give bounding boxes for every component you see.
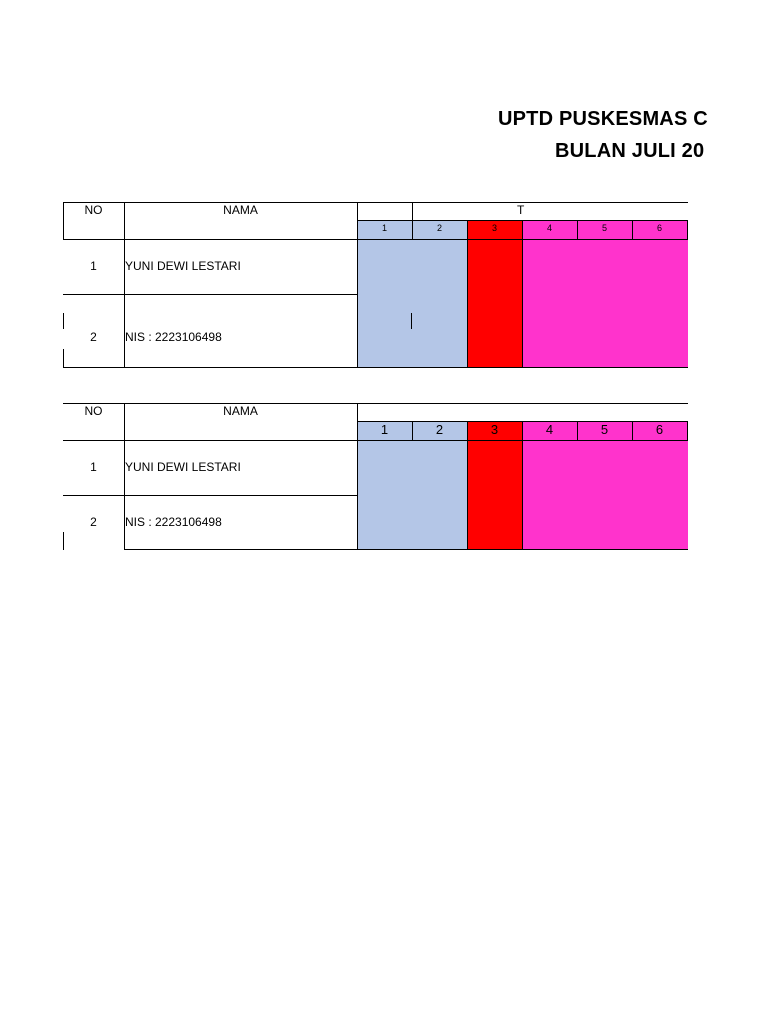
col-header-partial: T — [517, 203, 525, 217]
row-1-no: 1 — [90, 259, 97, 273]
grid-line — [63, 294, 357, 295]
day-label-6: 6 — [656, 223, 662, 233]
row-1-nama[interactable]: YUNI DEWI LESTARI — [125, 460, 241, 474]
grid-line — [687, 421, 688, 440]
grid-line — [63, 239, 357, 240]
days-4-6-body-cells[interactable] — [522, 239, 688, 367]
grid-line — [522, 220, 523, 367]
row-2-no: 2 — [90, 330, 97, 344]
grid-line — [63, 349, 64, 367]
day-label-3: 3 — [490, 422, 499, 437]
col-header-nama: NAMA — [223, 404, 258, 418]
grid-line — [467, 220, 468, 367]
grid-line — [63, 532, 64, 550]
grid-line — [63, 367, 688, 368]
page-title: UPTD PUSKESMAS C — [498, 108, 708, 130]
row-2-nama[interactable]: NIS : 2223106498 — [125, 515, 222, 529]
day-label-6: 6 — [655, 422, 664, 437]
grid-line — [687, 220, 688, 239]
day-label-4: 4 — [545, 422, 554, 437]
page-subtitle: BULAN JULI 20 — [555, 140, 705, 162]
day-label-5: 5 — [601, 223, 607, 233]
col-header-no: NO — [84, 404, 103, 418]
grid-line — [467, 421, 468, 550]
day-label-4: 4 — [546, 223, 552, 233]
row-1-nama[interactable]: YUNI DEWI LESTARI — [125, 259, 241, 273]
day-label-2: 2 — [436, 223, 442, 233]
grid-line — [522, 421, 523, 550]
row-2-nama[interactable]: NIS : 2223106498 — [125, 330, 222, 344]
col-header-no: NO — [84, 203, 103, 217]
days-1-2-body-cells[interactable] — [357, 440, 467, 550]
row-1-no: 1 — [90, 460, 97, 474]
day-label-3: 3 — [491, 223, 497, 233]
col-header-nama: NAMA — [223, 203, 258, 217]
day-label-5: 5 — [600, 422, 609, 437]
day-label-1: 1 — [380, 422, 389, 437]
days-1-2-body-cells[interactable] — [357, 239, 467, 367]
grid-line — [63, 495, 357, 496]
grid-line — [124, 549, 688, 550]
grid-line — [411, 313, 412, 329]
grid-line — [63, 313, 64, 329]
day-label-2: 2 — [435, 422, 444, 437]
row-2-no: 2 — [90, 515, 97, 529]
day-3-body-cells[interactable] — [467, 239, 522, 367]
day-3-body-cells[interactable] — [467, 440, 522, 550]
day-label-1: 1 — [381, 223, 387, 233]
grid-line — [63, 440, 357, 441]
days-4-6-body-cells[interactable] — [522, 440, 688, 550]
